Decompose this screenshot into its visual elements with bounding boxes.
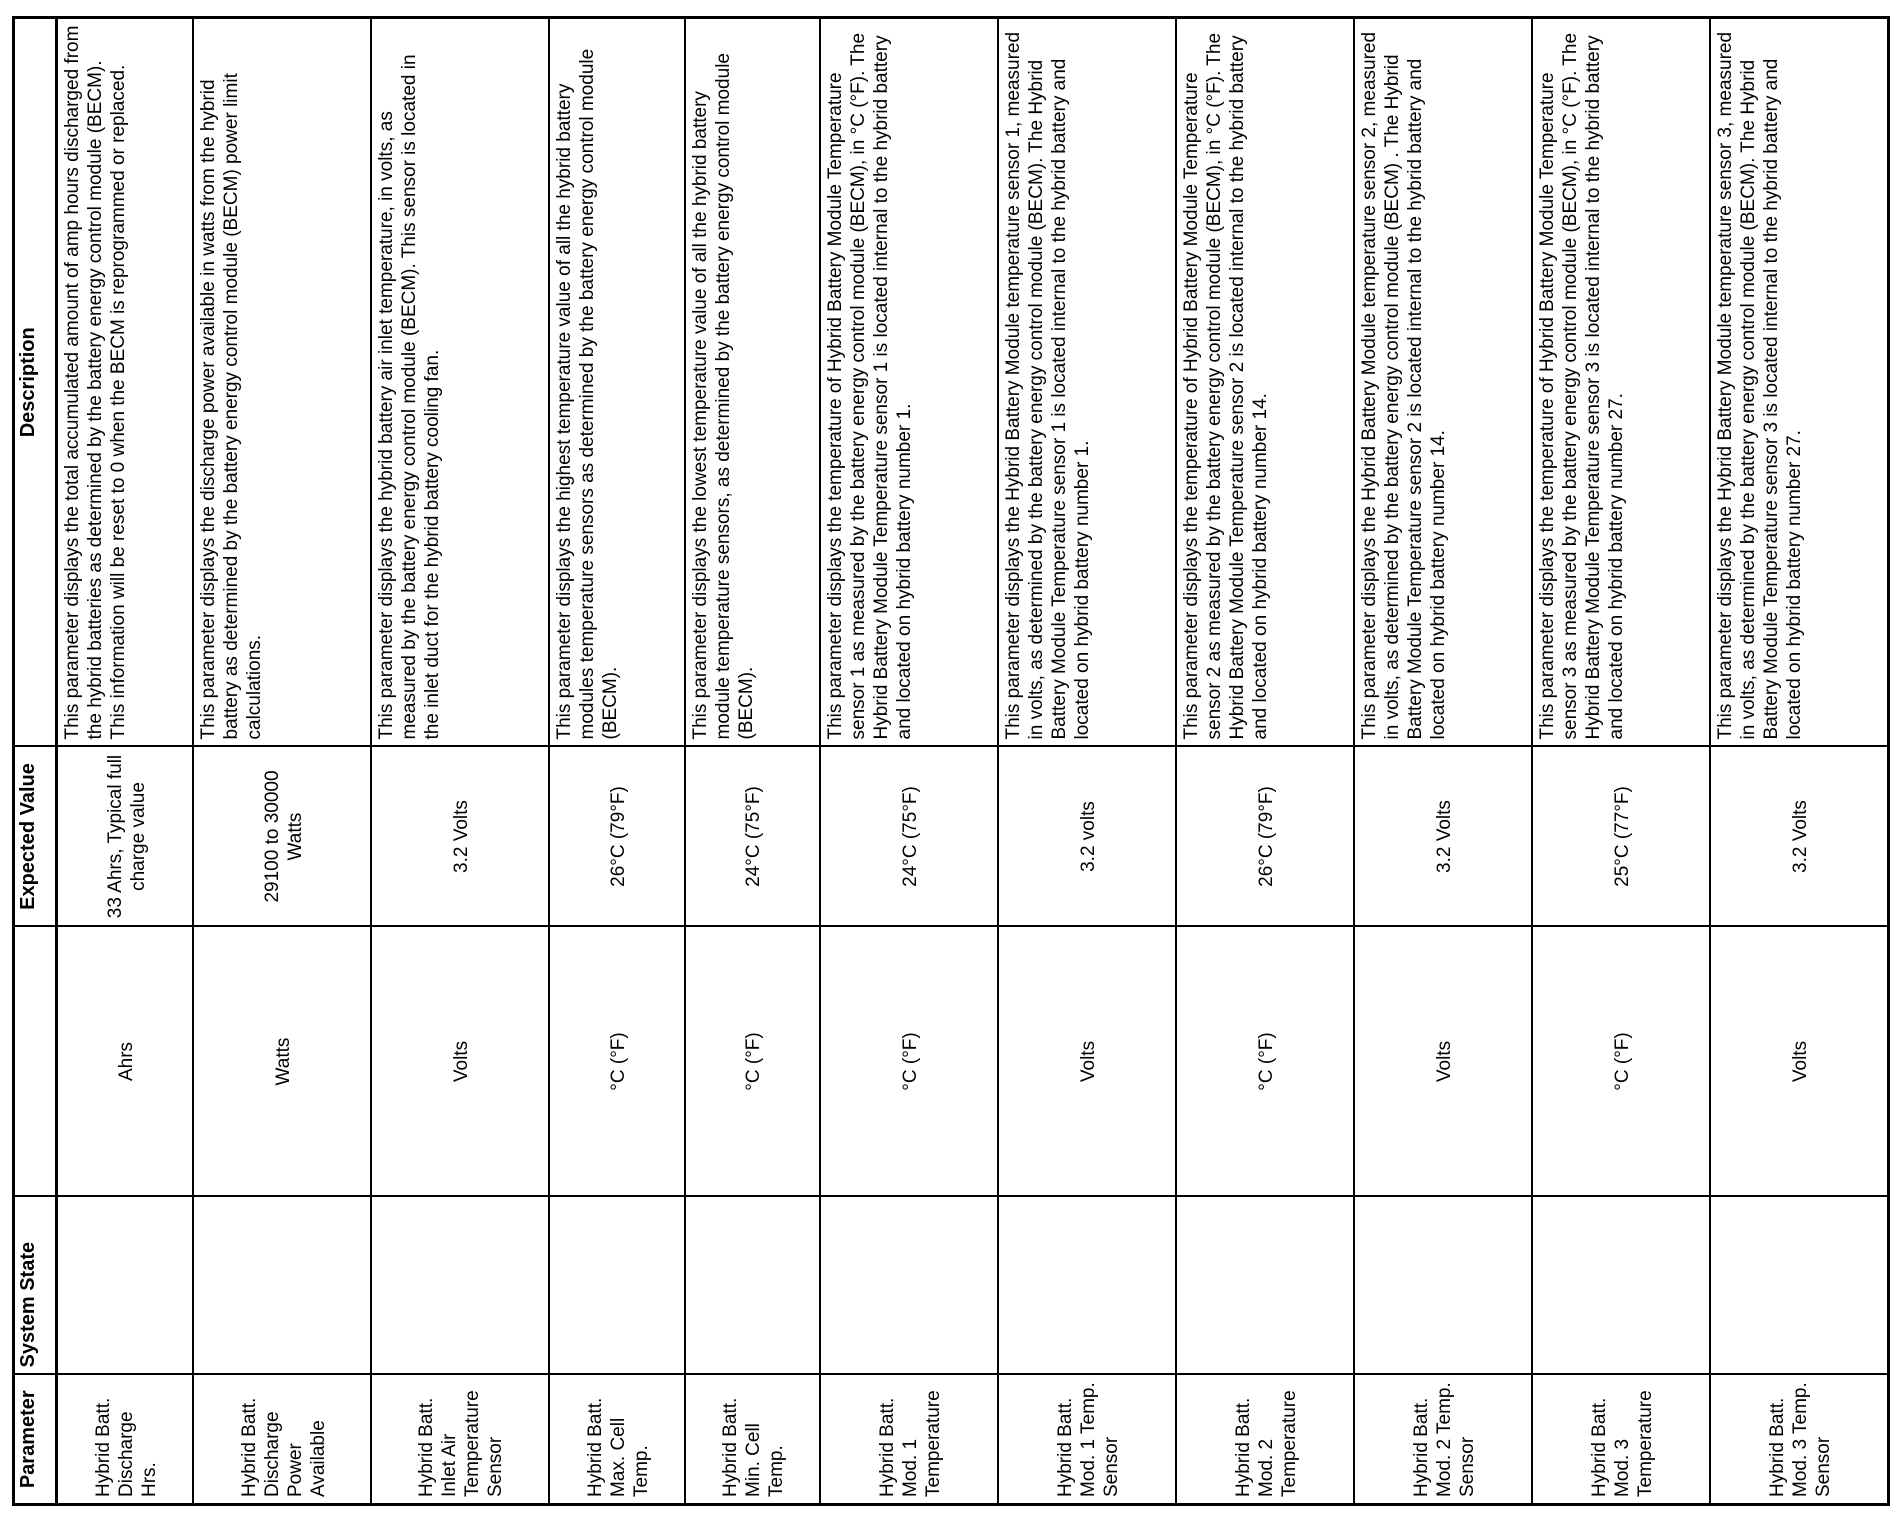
cell-description: This parameter displays the temperature of Hybrid Battery Module Temperature sensor 2 as measured by the battery energy control module (BECM), in °C (°F). The Hybrid Battery Module Temperature sensor 2 is located internal to the hybrid battery and located on hybrid battery number 14. [1176,18,1354,747]
cell-expected-value: 26°C (79°F) [1176,747,1354,927]
cell-parameter: Hybrid Batt. Mod. 2 Temperature [1176,1375,1354,1505]
table-header-row [14,18,57,1505]
table-row [549,18,685,1505]
table-row [1710,18,1889,1505]
cell-parameter: Hybrid Batt. Mod. 3 Temp. Sensor [1710,1375,1889,1505]
cell-description: This parameter displays the hybrid battery air inlet temperature, in volts, as measured by the battery energy control module (BECM). This sensor is located in the inlet duct for the hybrid battery cooling fan. [371,18,549,747]
cell-system-state [1710,1197,1889,1375]
table-row [820,18,998,1505]
cell-units: Volts [371,927,549,1197]
cell-units: °C (°F) [820,927,998,1197]
cell-expected-value: 3.2 Volts [371,747,549,927]
cell-system-state [820,1197,998,1375]
cell-parameter: Hybrid Batt. Discharge Power Available [193,1375,371,1505]
cell-expected-value: 3.2 Volts [1354,747,1532,927]
cell-units: °C (°F) [685,927,821,1197]
cell-expected-value: 3.2 volts [998,747,1176,927]
cell-system-state [1532,1197,1710,1375]
cell-units: Ahrs [57,927,194,1197]
cell-parameter: Hybrid Batt. Mod. 2 Temp. Sensor [1354,1375,1532,1505]
cell-system-state [685,1197,821,1375]
table-body [57,18,1889,1505]
table-row [685,18,821,1505]
cell-system-state [371,1197,549,1375]
cell-parameter: Hybrid Batt. Mod. 1 Temperature [820,1375,998,1505]
cell-units: Volts [1354,927,1532,1197]
cell-units: °C (°F) [549,927,685,1197]
cell-expected-value: 26°C (79°F) [549,747,685,927]
cell-description: This parameter displays the Hybrid Battery Module temperature sensor 3, measured in volts, as determined by the battery energy control module (BECM). The Hybrid Battery Module Temperature sensor 3 is located internal to the hybrid battery and located on hybrid battery number 27. [1710,18,1889,747]
cell-description: This parameter displays the Hybrid Battery Module temperature sensor 2, measured in volts, as determined by the battery energy control module (BECM) . The Hybrid Battery Module Temperature sensor 2 is located internal to the hybrid battery and located on hybrid battery number 14. [1354,18,1532,747]
header-parameter: Parameter [14,1375,57,1505]
table-row [193,18,371,1505]
cell-units: °C (°F) [1176,927,1354,1197]
cell-expected-value: 25°C (77°F) [1532,747,1710,927]
cell-system-state [57,1197,194,1375]
cell-units: °C (°F) [1532,927,1710,1197]
header-description: Description [14,18,57,747]
cell-description: This parameter displays the discharge power available in watts from the hybrid battery as determined by the battery energy control module (BECM) power limit calculations. [193,18,371,747]
cell-expected-value: 24°C (75°F) [820,747,998,927]
cell-units: Volts [998,927,1176,1197]
table-row [1354,18,1532,1505]
cell-description: This parameter displays the highest temperature value of all the hybrid battery modules temperature sensors as determined by the battery energy control module (BECM). [549,18,685,747]
cell-system-state [193,1197,371,1375]
table-row [1176,18,1354,1505]
table-row [57,18,194,1505]
header-units [14,927,57,1197]
cell-units: Volts [1710,927,1889,1197]
cell-parameter: Hybrid Batt. Max. Cell Temp. [549,1375,685,1505]
cell-units: Watts [193,927,371,1197]
cell-description: This parameter displays the total accumulated amount of amp hours discharged from the hybrid batteries as determined by the battery energy control module (BECM). This information will be reset to 0 when the BECM is reprogrammed or replaced. [57,18,194,747]
cell-parameter: Hybrid Batt. Inlet Air Temperature Sensor [371,1375,549,1505]
cell-system-state [1354,1197,1532,1375]
cell-system-state [1176,1197,1354,1375]
cell-parameter: Hybrid Batt. Mod. 1 Temp. Sensor [998,1375,1176,1505]
parameter-table [12,16,1890,1506]
table-row [1532,18,1710,1505]
table-row [371,18,549,1505]
cell-expected-value: 3.2 Volts [1710,747,1889,927]
cell-system-state [998,1197,1176,1375]
cell-description: This parameter displays the temperature of Hybrid Battery Module Temperature sensor 1 as measured by the battery energy control module (BECM), in °C (°F). The Hybrid Battery Module Temperature sensor 1 is located internal to the hybrid battery and located on hybrid battery number 1. [820,18,998,747]
cell-description: This parameter displays the lowest temperature value of all the hybrid battery module temperature sensors, as determined by the battery energy control module (BECM). [685,18,821,747]
cell-parameter: Hybrid Batt. Discharge Hrs. [57,1375,194,1505]
cell-description: This parameter displays the temperature of Hybrid Battery Module Temperature sensor 3 as measured by the battery energy control module (BECM), in °C (°F). The Hybrid Battery Module Temperature sensor 3 is located internal to the hybrid battery and located on hybrid battery number 27. [1532,18,1710,747]
cell-parameter: Hybrid Batt. Min. Cell Temp. [685,1375,821,1505]
cell-expected-value: 24°C (75°F) [685,747,821,927]
cell-system-state [549,1197,685,1375]
cell-expected-value: 33 Ahrs, Typical full charge value [57,747,194,927]
header-expected-value: Expected Value [14,747,57,927]
table-row [998,18,1176,1505]
cell-parameter: Hybrid Batt. Mod. 3 Temperature [1532,1375,1710,1505]
cell-description: This parameter displays the Hybrid Battery Module temperature sensor 1, measured in volts, as determined by the battery energy control module (BECM). The Hybrid Battery Module Temperature sensor 1 is located internal to the hybrid battery and located on hybrid battery number 1. [998,18,1176,747]
cell-expected-value: 29100 to 30000 Watts [193,747,371,927]
header-system-state: System State [14,1197,57,1375]
